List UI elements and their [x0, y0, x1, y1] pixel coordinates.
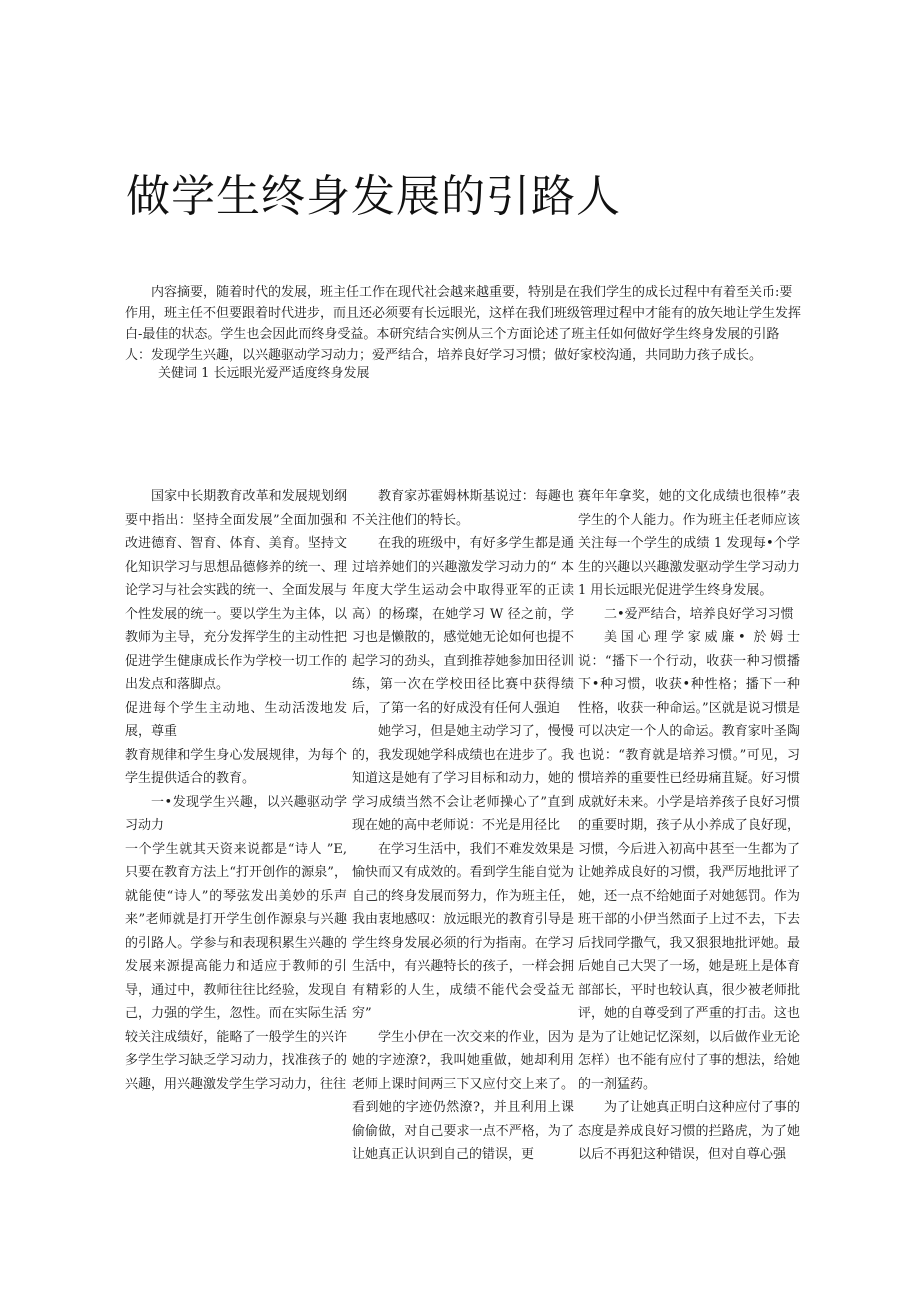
body-column-3 — [578, 485, 800, 1167]
paragraph: 赛年年拿奖，她的文化成绩也很棒”表学生的个人能力。作为班主任老师应该关注每一个学生的成绩 1 发现每•个学生的兴趣以兴趣激发驱动学生学习动力 1 用长远眼光促进学生终身发展。 — [578, 489, 800, 598]
keywords-line: 关健词 1 长远眼光爱严适度终身发展 — [158, 366, 370, 381]
paragraph: 促进每个学生主动地、生动活泼地发展，尊重 — [125, 700, 347, 739]
paragraph: 学生小伊在一次交来的作业，因为她的字迹潦?，我叫她重做，她却利用老师上课时间两三下又应付交上来了。看到她的字迹仍然潦?，并且利用上课偷偷做，对自己要求一点不严格，为了让她真正认识到自己的错误，更 — [352, 1029, 574, 1162]
section-heading: 一•发现学生兴趣，以兴趣驱动学习动力 — [125, 794, 347, 833]
paragraph: 教育规律和学生身心发展规律，为每个学生提供适合的教育。 — [125, 747, 347, 786]
paragraph: 美国心理学家威廉• 於姆士说：“播下一个行动，收获一种习惯播下•种习惯，收获•种性格；播下一种性格，收获一种命运。”区就是说习惯是可以决定一个人的命运。教育家叶圣陶也说：“教育就是培养习惯。”可见，习惯培养的重要性已经毋痛苴疑。好习惯成就好未来。小学是培养孩子良好习惯的重要时期，孩子从小养成了良好现，习惯，今后进入初高中甚至一生都为了让她养成良好的习惯，我严厉地批评了她，还一点不给她面子对她惩罚。作为班干部的小伊当然面子上过不去，下去后找同学撒气，我又狠狠地批评她。最后她自己大哭了一场，她是班上是体育部部长，平时也较认真，很少被老师批评，她的自尊受到了严重的打击。这也是为了让她记忆深刻，以后做作业无论怎样）也不能有应付了事的想法，给她的一剂猛药。 — [578, 630, 800, 1092]
body-column-2 — [352, 485, 574, 1167]
abstract-paragraph — [125, 282, 801, 366]
document-title: 做学生终身发展的引路人 — [126, 171, 621, 222]
paragraph: 在我的班级中，有好多学生都是通过培养她们的兴趣激发学习动力的“ 本年度大学生运动会中取得亚军的正读高）的杨璨，在她学习 W 径之前，学习也是懒散的，感觉她无论如何也提不起学习的劲头，直到推荐她参加田径训练，第一次在学校田径比赛中获得绩后，了第一名的好成没有任何人强迫 — [352, 536, 574, 716]
section-heading: 二•爱严结合，培养良好学习习惯 — [604, 606, 794, 622]
paragraph: 在学习生活中，我们不难发效果是愉快而又有成效的。看到学生能自觉为自己的终身发展而努力，作为班主任，我由衷地感叹：放远眼光的教育引导是学生终身发展必须的行为指南。在学习生活中，有兴趣特长的孩子，一样会拥有精彩的人生，成绩不能代会受益无穷” — [352, 841, 574, 1021]
paragraph: 一个学生就其天资来说都是“诗人 ”E,只要在教育方法上“打开创作的源泉”，就能使“诗人”的琴弦发出美妙的乐声来”老师就是打开学生创作源泉与兴趣的引路人。学参与和表现积累生兴趣的发展来源提高能力和适应于教师的引导，通过中，教师往往比经验，发现自己，力强的学生，忽性。而在实际生活较关注成绩好，能略了一般学生的兴许多学生学习缺乏学习动力，找准孩子的兴趣，用兴趣激发学生学习动力，往往 — [125, 841, 347, 1092]
body-column-1 — [125, 485, 347, 1096]
paragraph: 她学习，但是她主动学习了，慢慢的，我发现她学科成绩也在进步了。我知道这是她有了学习目标和动力，她的学习成绩当然不会让老师操心了”直到现在她的高中老师说：不光是用径比 — [352, 724, 574, 833]
paragraph: 为了让她真正明白这种应付了事的态度是养成良好习惯的拦路虎，为了她以后不再犯这种错误，但对自尊心强 — [578, 1100, 800, 1162]
paragraph: 教育家苏霍姆林斯基说过：每趣也不关注他们的特长。 — [352, 489, 574, 528]
abstract-text: 内容摘要，随着时代的发展，班主任工作在现代社会越来越重要，特别是在我们学生的成长过程中有着至关币:要作用，班主任不但要跟着时代进步，而且还必须要有长远眼光，这样在我们班级管理过程中才能有的放矢地让学生发挥白-最佳的状态。学生也会因此而终身受益。本研究结合实例从三个方面论述了班主任如何做好学生终身发展的引路人：发现学生兴趣，以兴趣驱动学习动力；爱严结合，培养良好学习习惯；做好家校沟通，共同助力孩子成长。 — [125, 285, 802, 363]
paragraph: 国家中长期教育改革和发展规划纲要中指出：坚持全面发展”全面加强和改进德育、智育、体育、美育。坚持文化知识学习与思想品德修养的统一、理论学习与社会实践的统一、全面发展与个性发展的统一。要以学生为主体，以教师为主导，充分发挥学生的主动性把促进学生健康成长作为学校一切工作的出发点和落脚点。 — [125, 489, 347, 692]
